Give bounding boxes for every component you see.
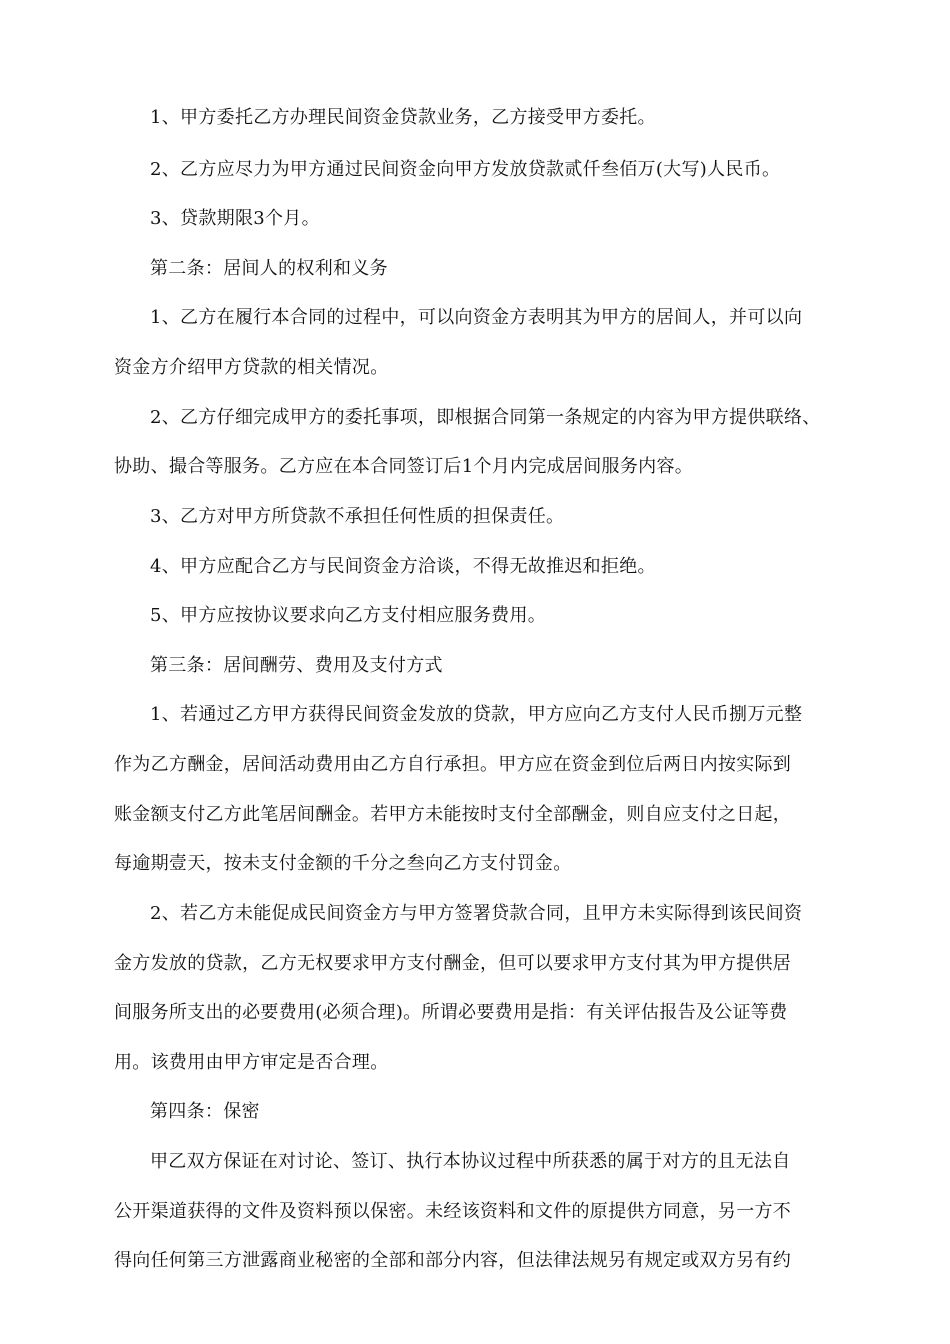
clause-3-1-cont-b: 账金额支付乙方此笔居间酬金。若甲方未能按时支付全部酬金，则自应支付之日起，: [114, 804, 792, 825]
clause-2-1-cont: 资金方介绍甲方贷款的相关情况。: [114, 357, 389, 378]
article-4-body: 甲乙双方保证在对讨论、签订、执行本协议过程中所获悉的属于对方的且无法自: [150, 1151, 791, 1172]
clause-2-4: 4、甲方应配合乙方与民间资金方洽谈，不得无故推迟和拒绝。: [150, 556, 656, 577]
clause-1-1: 1、甲方委托乙方办理民间资金贷款业务，乙方接受甲方委托。: [150, 107, 656, 128]
article-4-body-cont-b: 得向任何第三方泄露商业秘密的全部和部分内容，但法律法规另有规定或双方另有约: [114, 1250, 792, 1271]
article-3-heading: 第三条：居间酬劳、费用及支付方式: [150, 655, 443, 676]
article-4-heading: 第四条：保密: [150, 1101, 260, 1122]
clause-3-2-cont-b: 间服务所支出的必要费用(必须合理)。所谓必要费用是指：有关评估报告及公证等费: [114, 1002, 788, 1023]
article-2-heading: 第二条：居间人的权利和义务: [150, 258, 388, 279]
clause-1-2: 2、乙方应尽力为甲方通过民间资金向甲方发放贷款贰仟叁佰万(大写)人民币。: [150, 159, 781, 180]
article-4-body-cont-a: 公开渠道获得的文件及资料预以保密。未经该资料和文件的原提供方同意，另一方不: [114, 1201, 792, 1222]
clause-2-3: 3、乙方对甲方所贷款不承担任何性质的担保责任。: [150, 506, 565, 527]
clause-3-2: 2、若乙方未能促成民间资金方与甲方签署贷款合同，且甲方未实际得到该民间资: [150, 903, 803, 924]
clause-2-2-cont: 协助、撮合等服务。乙方应在本合同签订后1个月内完成居间服务内容。: [114, 456, 694, 477]
clause-3-1-cont-a: 作为乙方酬金，居间活动费用由乙方自行承担。甲方应在资金到位后两日内按实际到: [114, 754, 792, 775]
clause-2-1: 1、乙方在履行本合同的过程中，可以向资金方表明其为甲方的居间人，并可以向: [150, 307, 803, 328]
clause-2-2: 2、乙方仔细完成甲方的委托事项，即根据合同第一条规定的内容为甲方提供联络、: [150, 407, 821, 428]
clause-3-1-cont-c: 每逾期壹天，按未支付金额的千分之叁向乙方支付罚金。: [114, 853, 572, 874]
clause-1-3: 3、贷款期限3个月。: [150, 208, 320, 229]
clause-3-1: 1、若通过乙方甲方获得民间资金发放的贷款，甲方应向乙方支付人民币捌万元整: [150, 704, 803, 725]
clause-3-2-cont-c: 用。该费用由甲方审定是否合理。: [114, 1052, 389, 1073]
clause-3-2-cont-a: 金方发放的贷款，乙方无权要求甲方支付酬金，但可以要求甲方支付其为甲方提供居: [114, 953, 792, 974]
clause-2-5: 5、甲方应按协议要求向乙方支付相应服务费用。: [150, 605, 547, 626]
